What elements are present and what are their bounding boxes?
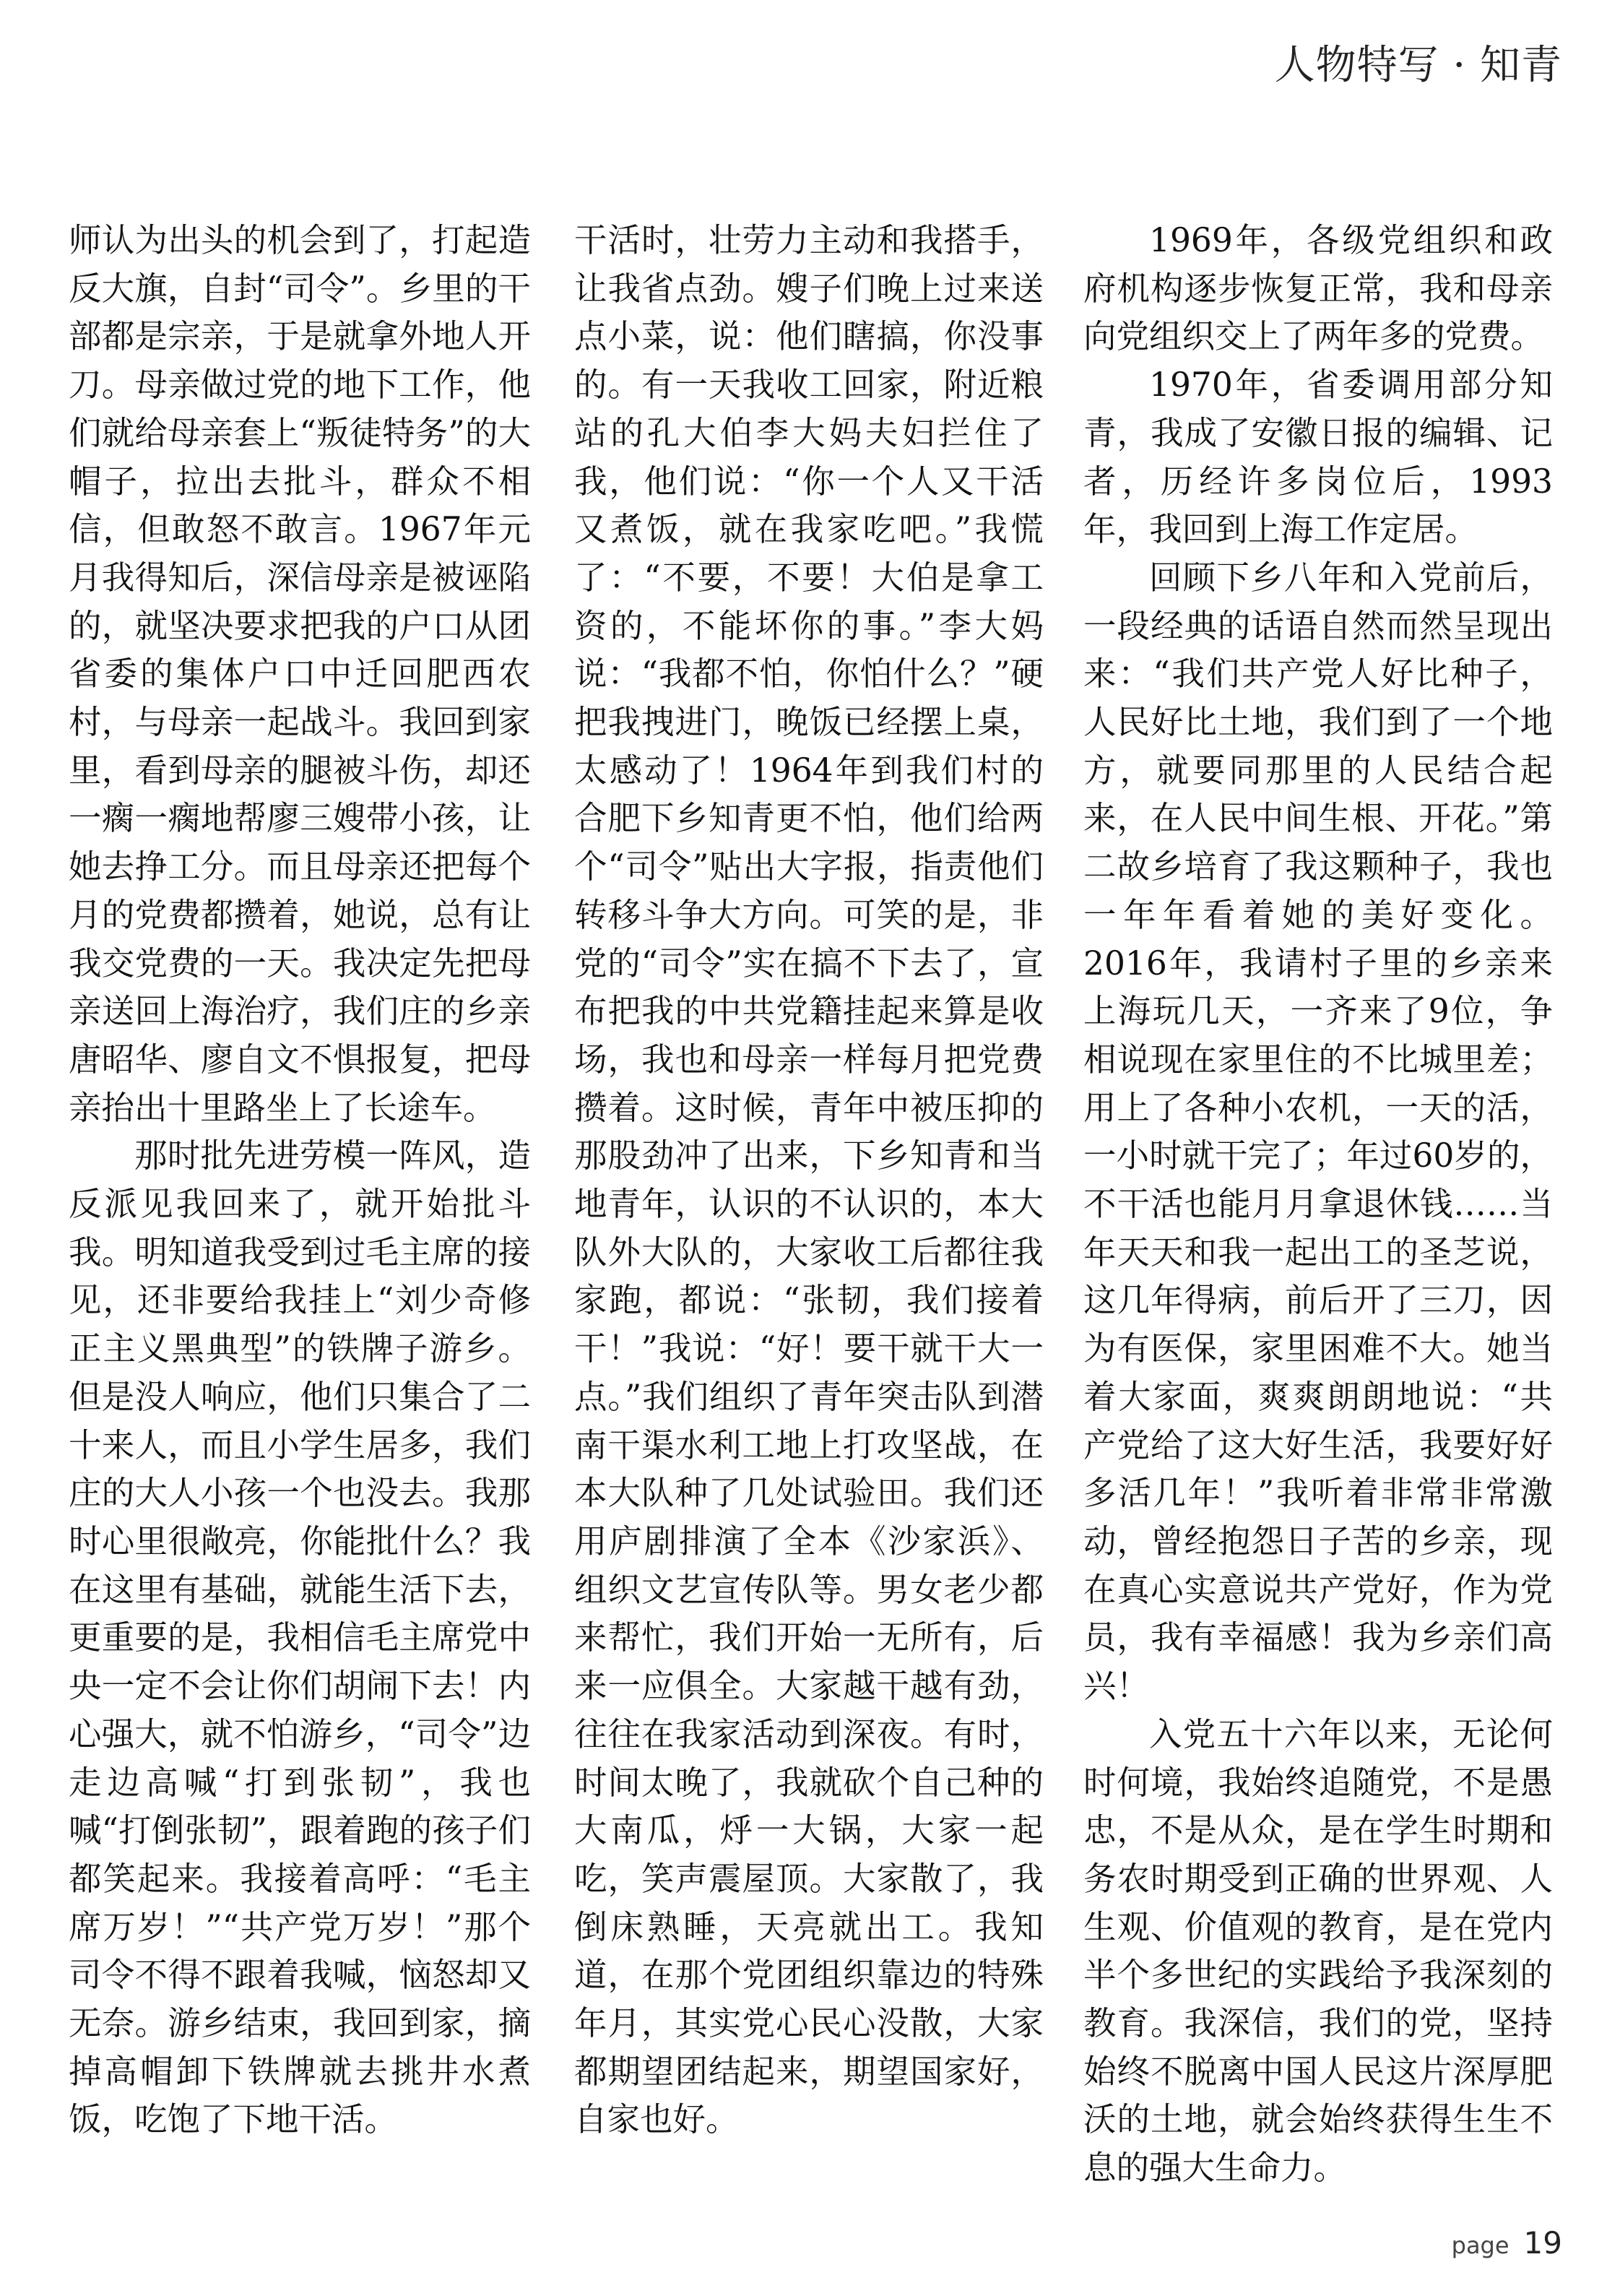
paragraph: 师认为出头的机会到了，打起造反大旗，自封“司令”。乡里的干部都是宗亲，于是就拿外地人开刀。母亲做过党的地下工作，他们就给母亲套上“叛徒特务”的大帽子，拉出去批斗，群众不相信，但敢怒不敢言。1967年元月我得知后，深信母亲是被诬陷的，就坚决要求把我的户口从团省委的集体户口中迁回肥西农村，与母亲一起战斗。我回到家里，看到母亲的腿被斗伤，却还一瘸一瘸地帮廖三嫂带小孩，让她去挣工分。而且母亲还把每个月的党费都攒着，她说，总有让我交党费的一天。我决定先把母亲送回上海治疗，我们庄的乡亲唐昭华、廖自文不惧报复，把母亲抬出十里路坐上了长途车。 [69,221,531,1127]
paragraph: 干活时，壮劳力主动和我搭手，让我省点劲。嫂子们晚上过来送点小菜，说：他们瞎搞，你没事的。有一天我收工回家，附近粮站的孔大伯李大妈夫妇拦住了我，他们说：“你一个人又干活又煮饭，就在我家吃吧。”我慌了：“不要，不要！大伯是拿工资的，不能坏你的事。”李大妈说：“我都不怕，你怕什么？”硬把我拽进门，晚饭已经摆上桌，太感动了！1964年到我们村的合肥下乡知青更不怕，他们给两个“司令”贴出大字报，指责他们转移斗争大方向。可笑的是，非党的“司令”实在搞不下去了，宣布把我的中共党籍挂起来算是收场，我也和母亲一样每月把党费攒着。这时候，青年中被压抑的那股劲冲了出来，下乡知青和当地青年，认识的不认识的，本大队外大队的，大家收工后都往我家跑，都说：“张韧，我们接着干！”我说：“好！要干就干大一点。”我们组织了青年突击队到潜南干渠水利工地上打攻坚战，在本大队种了几处试验田。我们还用庐剧排演了全本《沙家浜》、组织文艺宣传队等。男女老少都来帮忙，我们开始一无所有，后来一应俱全。大家越干越有劲，往往在我家活动到深夜。有时，时间太晚了，我就砍个自己种的大南瓜，烀一大锅，大家一起吃，笑声震屋顶。大家散了，我倒床熟睡，天亮就出工。我知道，在那个党团组织靠边的特殊年月，其实党心民心没散，大家都期望团结起来，期望国家好，自家也好。 [574,221,1044,2139]
section-header: 人物特写 · 知青 [1274,42,1562,89]
paragraph: 1969年，各级党组织和政府机构逐步恢复正常，我和母亲向党组织交上了两年多的党费。 [1083,221,1553,356]
page-footer [1452,2225,1562,2261]
paragraph: 那时批先进劳模一阵风，造反派见我回来了，就开始批斗我。明知道我受到过毛主席的接见，还非要给我挂上“刘少奇修正主义黑典型”的铁牌子游乡。但是没人响应，他们只集合了二十来人，而且小学生居多，我们庄的大人小孩一个也没去。我那时心里很敞亮，你能批什么？我在这里有基础，就能生活下去，更重要的是，我相信毛主席党中央一定不会让你们胡闹下去！内心强大，就不怕游乡，“司令”边走边高喊“打到张韧”，我也喊“打倒张韧”，跟着跑的孩子们都笑起来。我接着高呼：“毛主席万岁！”“共产党万岁！”那个司令不得不跟着我喊，恼怒却又无奈。游乡结束，我回到家，摘掉高帽卸下铁牌就去挑井水煮饭，吃饱了下地干活。 [69,1136,531,2139]
page-label: page [1451,2232,1509,2259]
paragraph: 入党五十六年以来，无论何时何境，我始终追随党，不是愚忠，不是从众，是在学生时期和务农时期受到正确的世界观、人生观、价值观的教育，是在党内半个多世纪的实践给予我深刻的教育。我深信，我们的党，坚持始终不脱离中国人民这片深厚肥沃的土地，就会始终获得生生不息的强大生命力。 [1083,1714,1553,2188]
paragraph: 回顾下乡八年和入党前后，一段经典的话语自然而然呈现出来：“我们共产党人好比种子，人民好比土地，我们到了一个地方，就要同那里的人民结合起来，在人民中间生根、开花。”第二故乡培育了我这颗种子，我也一年年看着她的美好变化。2016年，我请村子里的乡亲来上海玩几天，一齐来了9位，争相说现在家里住的不比城里差；用上了各种小农机，一天的活，一小时就干完了；年过60岁的，不干活也能月月拿退休钱……当年天天和我一起出工的圣芝说，这几年得病，前后开了三刀，因为有医保，家里困难不大。她当着大家面，爽爽朗朗地说：“共产党给了这大好生活，我要好好多活几年！”我听着非常非常激动，曾经抱怨日子苦的乡亲，现在真心实意说共产党好，作为党员，我有幸福感！我为乡亲们高兴！ [1083,558,1553,1706]
page-number: 19 [1523,2225,1562,2261]
paragraph: 1970年，省委调用部分知青，我成了安徽日报的编辑、记者，历经许多岗位后，1993年，我回到上海工作定居。 [1083,366,1553,549]
text-column-3 [1083,217,1553,2193]
text-column-2 [574,217,1044,2144]
text-column-1 [69,217,531,2144]
